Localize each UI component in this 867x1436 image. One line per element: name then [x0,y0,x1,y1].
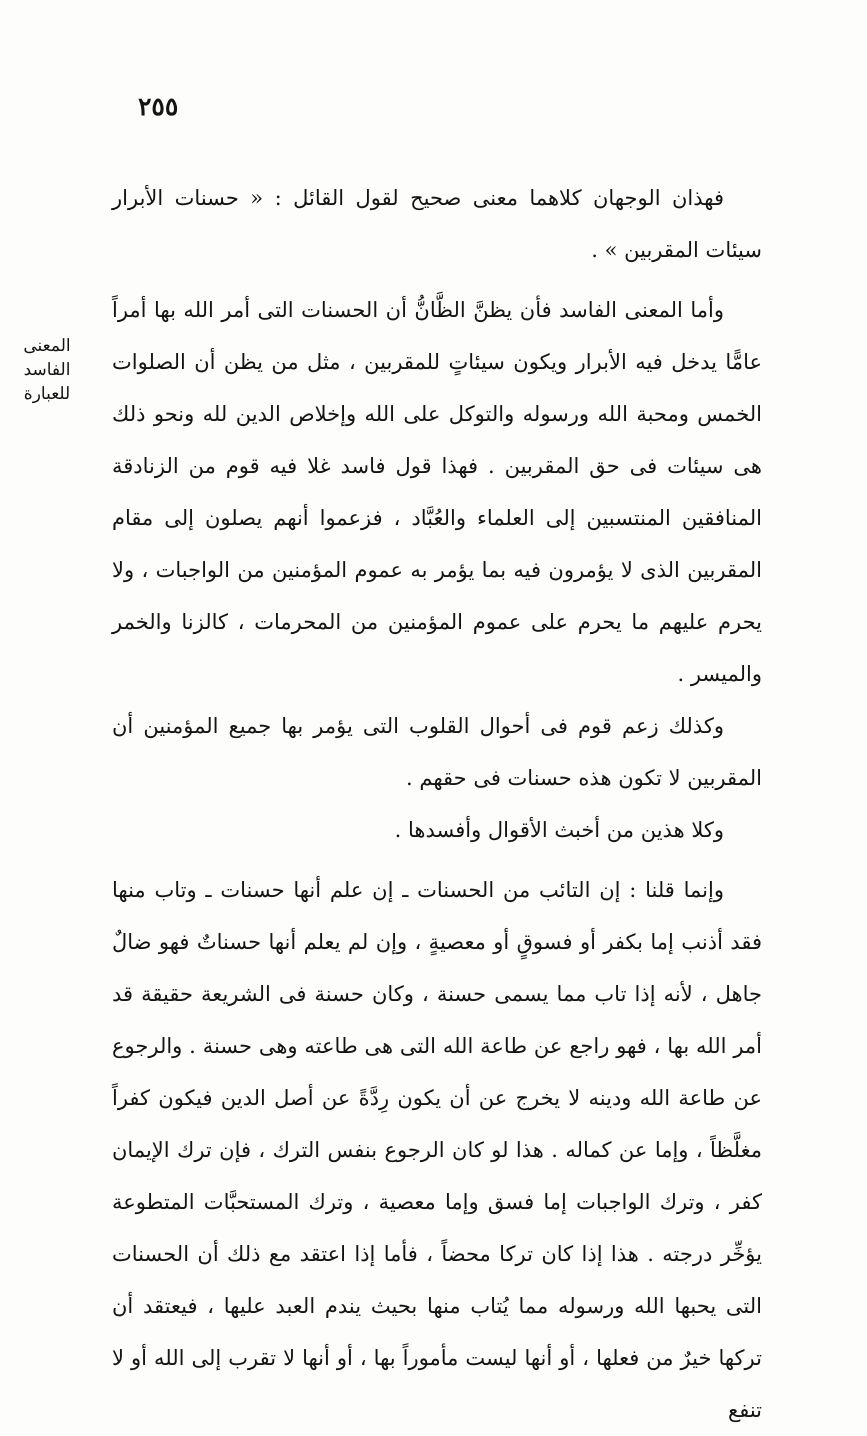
paragraph: فهذان الوجهان كلاهما معنى صحيح لقول القائل : « حسنات الأبرار سيئات المقربين » . [112,186,762,262]
margin-note [4,334,90,406]
page-number: ٢٥٥ [138,92,179,121]
paragraph: وأما المعنى الفاسد فأن يظنَّ الظَّانُّ أن الحسنات التى أمر الله بها أمراً عامًّا يدخل فيه الأبرار ويكون سيئاتٍ للمقربين ، مثل من يظن أن الصلوات الخمس ومحبة الله ورسوله والتوكل على الله وإخلاص الدين لله ونحو ذلك هى سيئات فى حق المقربين . فهذا قول فاسد غلا فيه قوم من الزنادقة المنافقين المنتسبين إلى العلماء والعُبَّاد ، فزعموا أنهم يصلون إلى مقام المقربين الذى لا يؤمرون فيه بما يؤمر به عموم المؤمنين من الواجبات ، ولا يحرم عليهم ما يحرم على عموم المؤمنين من المحرمات ، كالزنا والخمر والميسر . [112,298,762,686]
paragraph: وكذلك زعم قوم فى أحوال القلوب التى يؤمر بها جميع المؤمنين أن المقربين لا تكون هذه حسنات فى حقهم . [112,714,762,790]
margin-note-line: المعنى الفاسد [23,336,71,380]
paragraph: وكلا هذين من أخبث الأقوال وأفسدها . [394,818,724,842]
paragraph: وإنما قلنا : إن التائب من الحسنات ـ إن علم أنها حسنات ـ وتاب منها فقد أذنب إما بكفر أو فسوقٍ أو معصيةٍ ، وإن لم يعلم أنها حسناتٌ فهو ضالٌ جاهل ، لأنه إذا تاب مما يسمى حسنة ، وكان حسنة فى الشريعة حقيقة قد أمر الله بها ، فهو راجع عن طاعة الله التى هى طاعته وهى حسنة . والرجوع عن طاعة الله ودينه لا يخرج عن أن يكون رِدَّةً عن أصل الدين فيكون كفراً مغلَّظاً ، وإما عن كماله . هذا لو كان الرجوع بنفس الترك ، فإن ترك الإيمان كفر ، وترك الواجبات إما فسق وإما معصية ، وترك المستحبَّات المتطوعة يؤخِّر درجته . هذا إذا كان تركا محضاً ، فأما إذا اعتقد مع ذلك أن الحسنات التى يحبها الله ورسوله مما يُتاب منها بحيث يندم العبد عليها ، فيعتقد أن تركها خيرٌ من فعلها ، أو أنها ليست مأموراً بها ، أو أنها لا تقرب إلى الله أو لا تنفع [112,878,762,1422]
margin-note-line: للعبارة [23,384,71,404]
body-text [112,172,762,1436]
